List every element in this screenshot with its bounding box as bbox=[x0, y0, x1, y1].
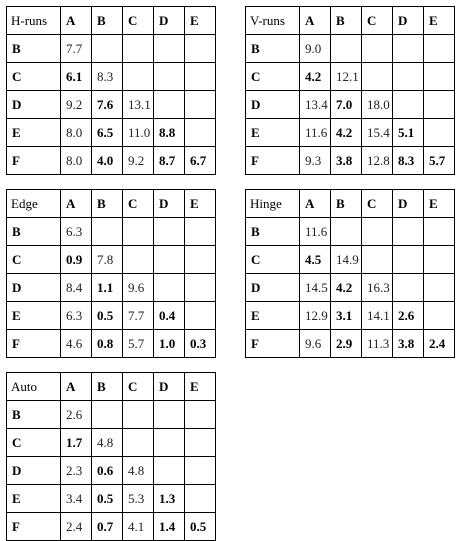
column-header-c: C bbox=[362, 190, 393, 218]
empty-cell bbox=[185, 119, 216, 147]
value-cell: 0.8 bbox=[92, 330, 123, 358]
value-cell: 14.5 bbox=[300, 274, 331, 302]
empty-cell bbox=[393, 91, 424, 119]
value-cell: 16.3 bbox=[362, 274, 393, 302]
row-header-b: B bbox=[7, 218, 61, 246]
row-header-d: D bbox=[7, 91, 61, 119]
column-header-a: A bbox=[61, 7, 92, 35]
empty-cell bbox=[154, 246, 185, 274]
empty-cell bbox=[123, 246, 154, 274]
row-header-b: B bbox=[7, 35, 61, 63]
empty-cell bbox=[185, 218, 216, 246]
value-cell: 4.1 bbox=[123, 513, 154, 541]
table-title: Hinge bbox=[246, 190, 300, 218]
value-cell: 4.8 bbox=[123, 457, 154, 485]
value-cell: 2.6 bbox=[61, 401, 92, 429]
empty-cell bbox=[185, 91, 216, 119]
row-header-f: F bbox=[246, 147, 300, 175]
column-header-d: D bbox=[393, 7, 424, 35]
value-cell: 8.0 bbox=[61, 147, 92, 175]
table-title: Auto bbox=[7, 373, 61, 401]
empty-cell bbox=[92, 35, 123, 63]
header-row bbox=[7, 7, 216, 35]
empty-cell bbox=[185, 457, 216, 485]
row-header-b: B bbox=[246, 35, 300, 63]
value-cell: 9.6 bbox=[300, 330, 331, 358]
value-cell: 2.9 bbox=[331, 330, 362, 358]
header-row bbox=[7, 373, 216, 401]
table-row bbox=[7, 401, 216, 429]
column-header-b: B bbox=[92, 373, 123, 401]
value-cell: 2.4 bbox=[61, 513, 92, 541]
header-row bbox=[7, 190, 216, 218]
column-header-c: C bbox=[123, 7, 154, 35]
value-cell: 0.4 bbox=[154, 302, 185, 330]
value-cell: 11.0 bbox=[123, 119, 154, 147]
column-header-e: E bbox=[185, 373, 216, 401]
empty-cell bbox=[154, 91, 185, 119]
table-title: V-runs bbox=[246, 7, 300, 35]
value-cell: 0.9 bbox=[61, 246, 92, 274]
row-header-d: D bbox=[246, 274, 300, 302]
column-header-a: A bbox=[61, 373, 92, 401]
value-cell: 3.1 bbox=[331, 302, 362, 330]
column-header-b: B bbox=[92, 190, 123, 218]
empty-cell bbox=[154, 63, 185, 91]
table-row bbox=[7, 274, 216, 302]
row-header-e: E bbox=[246, 302, 300, 330]
table-row bbox=[7, 246, 216, 274]
table-row bbox=[7, 302, 216, 330]
value-cell: 13.4 bbox=[300, 91, 331, 119]
value-cell: 1.0 bbox=[154, 330, 185, 358]
value-cell: 6.3 bbox=[61, 302, 92, 330]
row-header-c: C bbox=[246, 246, 300, 274]
value-cell: 5.3 bbox=[123, 485, 154, 513]
value-cell: 8.3 bbox=[393, 147, 424, 175]
value-cell: 5.7 bbox=[424, 147, 455, 175]
value-cell: 7.8 bbox=[92, 246, 123, 274]
column-header-b: B bbox=[331, 7, 362, 35]
empty-cell bbox=[185, 274, 216, 302]
value-cell: 5.7 bbox=[123, 330, 154, 358]
column-header-e: E bbox=[424, 190, 455, 218]
value-cell: 8.7 bbox=[154, 147, 185, 175]
value-cell: 1.1 bbox=[92, 274, 123, 302]
row-header-e: E bbox=[7, 119, 61, 147]
value-cell: 0.5 bbox=[92, 302, 123, 330]
table-row bbox=[246, 330, 455, 358]
value-cell: 3.8 bbox=[331, 147, 362, 175]
value-cell: 8.8 bbox=[154, 119, 185, 147]
value-cell: 4.2 bbox=[300, 63, 331, 91]
value-cell: 13.1 bbox=[123, 91, 154, 119]
value-cell: 0.3 bbox=[185, 330, 216, 358]
value-cell: 1.3 bbox=[154, 485, 185, 513]
table-row bbox=[7, 119, 216, 147]
empty-cell bbox=[393, 218, 424, 246]
value-cell: 0.5 bbox=[185, 513, 216, 541]
table-row bbox=[7, 330, 216, 358]
column-header-d: D bbox=[154, 373, 185, 401]
value-cell: 4.0 bbox=[92, 147, 123, 175]
value-cell: 4.2 bbox=[331, 274, 362, 302]
empty-cell bbox=[393, 274, 424, 302]
column-header-a: A bbox=[300, 190, 331, 218]
column-header-a: A bbox=[300, 7, 331, 35]
row-header-d: D bbox=[7, 274, 61, 302]
value-cell: 5.1 bbox=[393, 119, 424, 147]
row-header-f: F bbox=[246, 330, 300, 358]
value-cell: 4.5 bbox=[300, 246, 331, 274]
value-cell: 9.2 bbox=[123, 147, 154, 175]
value-cell: 8.4 bbox=[61, 274, 92, 302]
empty-cell bbox=[154, 35, 185, 63]
table-row bbox=[7, 457, 216, 485]
value-cell: 8.3 bbox=[92, 63, 123, 91]
table-v-runs bbox=[245, 6, 455, 175]
row-header-d: D bbox=[246, 91, 300, 119]
empty-cell bbox=[185, 302, 216, 330]
value-cell: 11.6 bbox=[300, 218, 331, 246]
row-header-c: C bbox=[7, 63, 61, 91]
table-hinge bbox=[245, 189, 455, 358]
table-row bbox=[246, 218, 455, 246]
value-cell: 3.8 bbox=[393, 330, 424, 358]
empty-cell bbox=[331, 35, 362, 63]
value-cell: 2.4 bbox=[424, 330, 455, 358]
value-cell: 9.0 bbox=[300, 35, 331, 63]
value-cell: 6.1 bbox=[61, 63, 92, 91]
empty-cell bbox=[185, 246, 216, 274]
table-row bbox=[7, 513, 216, 541]
value-cell: 0.7 bbox=[92, 513, 123, 541]
column-header-b: B bbox=[92, 7, 123, 35]
empty-cell bbox=[362, 218, 393, 246]
header-row bbox=[246, 7, 455, 35]
value-cell: 12.9 bbox=[300, 302, 331, 330]
empty-cell bbox=[185, 485, 216, 513]
row-header-e: E bbox=[7, 302, 61, 330]
table-row bbox=[246, 274, 455, 302]
value-cell: 9.2 bbox=[61, 91, 92, 119]
value-cell: 4.6 bbox=[61, 330, 92, 358]
empty-cell bbox=[123, 401, 154, 429]
table-row bbox=[7, 147, 216, 175]
row-header-f: F bbox=[7, 513, 61, 541]
header-row bbox=[246, 190, 455, 218]
value-cell: 14.9 bbox=[331, 246, 362, 274]
value-cell: 3.4 bbox=[61, 485, 92, 513]
value-cell: 2.3 bbox=[61, 457, 92, 485]
value-cell: 9.6 bbox=[123, 274, 154, 302]
row-header-c: C bbox=[246, 63, 300, 91]
empty-cell bbox=[154, 274, 185, 302]
empty-cell bbox=[424, 246, 455, 274]
value-cell: 1.4 bbox=[154, 513, 185, 541]
empty-cell bbox=[185, 35, 216, 63]
value-cell: 6.5 bbox=[92, 119, 123, 147]
row-header-e: E bbox=[7, 485, 61, 513]
column-header-e: E bbox=[185, 190, 216, 218]
value-cell: 2.6 bbox=[393, 302, 424, 330]
row-header-b: B bbox=[246, 218, 300, 246]
value-cell: 14.1 bbox=[362, 302, 393, 330]
value-cell: 7.7 bbox=[61, 35, 92, 63]
table-row bbox=[246, 246, 455, 274]
value-cell: 11.3 bbox=[362, 330, 393, 358]
row-header-d: D bbox=[7, 457, 61, 485]
column-header-d: D bbox=[154, 7, 185, 35]
table-row bbox=[246, 35, 455, 63]
row-header-f: F bbox=[7, 147, 61, 175]
column-header-a: A bbox=[61, 190, 92, 218]
table-row bbox=[246, 302, 455, 330]
table-edge bbox=[6, 189, 216, 358]
row-header-f: F bbox=[7, 330, 61, 358]
empty-cell bbox=[393, 63, 424, 91]
empty-cell bbox=[362, 246, 393, 274]
value-cell: 7.0 bbox=[331, 91, 362, 119]
empty-cell bbox=[424, 218, 455, 246]
empty-cell bbox=[424, 119, 455, 147]
empty-cell bbox=[92, 218, 123, 246]
empty-cell bbox=[424, 302, 455, 330]
empty-cell bbox=[362, 63, 393, 91]
empty-cell bbox=[424, 274, 455, 302]
table-row bbox=[246, 63, 455, 91]
empty-cell bbox=[424, 35, 455, 63]
value-cell: 7.6 bbox=[92, 91, 123, 119]
empty-cell bbox=[123, 218, 154, 246]
empty-cell bbox=[154, 429, 185, 457]
empty-cell bbox=[393, 246, 424, 274]
table-auto bbox=[6, 372, 216, 541]
column-header-d: D bbox=[393, 190, 424, 218]
value-cell: 18.0 bbox=[362, 91, 393, 119]
column-header-c: C bbox=[123, 373, 154, 401]
empty-cell bbox=[154, 218, 185, 246]
empty-cell bbox=[185, 63, 216, 91]
table-row bbox=[246, 147, 455, 175]
value-cell: 8.0 bbox=[61, 119, 92, 147]
column-header-e: E bbox=[424, 7, 455, 35]
table-row bbox=[7, 63, 216, 91]
empty-cell bbox=[123, 429, 154, 457]
table-row bbox=[7, 35, 216, 63]
empty-cell bbox=[393, 35, 424, 63]
value-cell: 4.2 bbox=[331, 119, 362, 147]
column-header-d: D bbox=[154, 190, 185, 218]
column-header-b: B bbox=[331, 190, 362, 218]
value-cell: 7.7 bbox=[123, 302, 154, 330]
column-header-c: C bbox=[362, 7, 393, 35]
table-title: H-runs bbox=[7, 7, 61, 35]
empty-cell bbox=[362, 35, 393, 63]
value-cell: 11.6 bbox=[300, 119, 331, 147]
empty-cell bbox=[92, 401, 123, 429]
value-cell: 1.7 bbox=[61, 429, 92, 457]
value-cell: 0.5 bbox=[92, 485, 123, 513]
row-header-b: B bbox=[7, 401, 61, 429]
column-header-e: E bbox=[185, 7, 216, 35]
value-cell: 6.3 bbox=[61, 218, 92, 246]
table-row bbox=[7, 485, 216, 513]
value-cell: 6.7 bbox=[185, 147, 216, 175]
row-header-c: C bbox=[7, 429, 61, 457]
empty-cell bbox=[185, 401, 216, 429]
empty-cell bbox=[154, 457, 185, 485]
table-row bbox=[246, 91, 455, 119]
value-cell: 4.8 bbox=[92, 429, 123, 457]
table-row bbox=[7, 218, 216, 246]
empty-cell bbox=[331, 218, 362, 246]
table-row bbox=[7, 429, 216, 457]
table-title: Edge bbox=[7, 190, 61, 218]
empty-cell bbox=[185, 429, 216, 457]
row-header-c: C bbox=[7, 246, 61, 274]
empty-cell bbox=[424, 91, 455, 119]
empty-cell bbox=[123, 35, 154, 63]
empty-cell bbox=[424, 63, 455, 91]
row-header-e: E bbox=[246, 119, 300, 147]
empty-cell bbox=[123, 63, 154, 91]
value-cell: 12.8 bbox=[362, 147, 393, 175]
table-row bbox=[246, 119, 455, 147]
value-cell: 0.6 bbox=[92, 457, 123, 485]
value-cell: 12.1 bbox=[331, 63, 362, 91]
empty-cell bbox=[154, 401, 185, 429]
table-row bbox=[7, 91, 216, 119]
table-h-runs bbox=[6, 6, 216, 175]
value-cell: 15.4 bbox=[362, 119, 393, 147]
value-cell: 9.3 bbox=[300, 147, 331, 175]
column-header-c: C bbox=[123, 190, 154, 218]
